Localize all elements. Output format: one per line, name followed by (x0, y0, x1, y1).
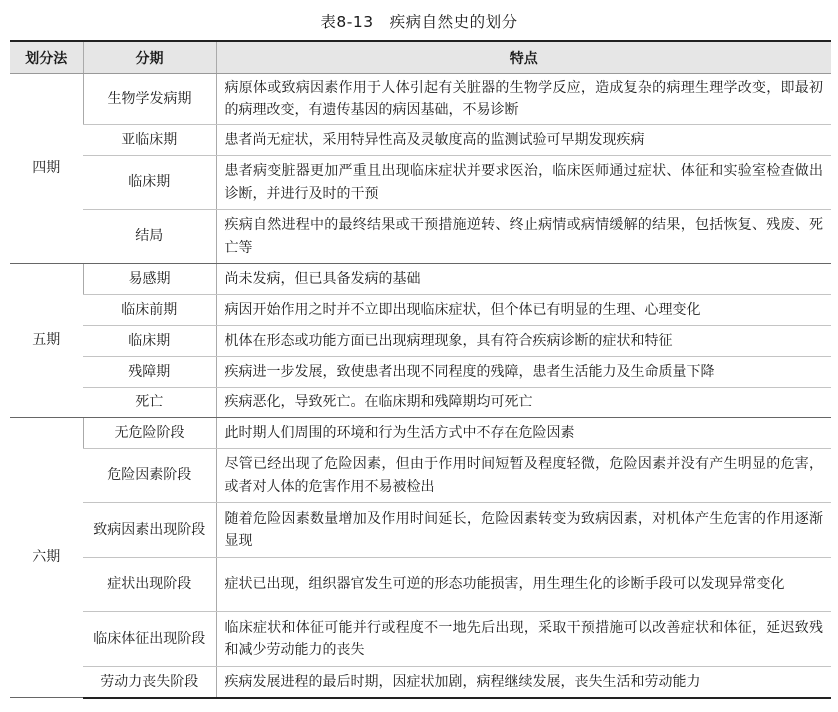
stage-cell: 症状出现阶段 (83, 558, 216, 612)
feature-cell: 症状已出现，组织器官发生可逆的形态功能损害，用生理生化的诊断手段可以发现异常变化 (216, 558, 831, 612)
table-row (10, 264, 831, 295)
table-row (10, 558, 831, 612)
stage-cell: 死亡 (83, 388, 216, 418)
table-caption: 表8-13 疾病自然史的划分 (320, 13, 518, 31)
table-row (10, 503, 831, 558)
stage-cell: 无危险阶段 (83, 418, 216, 449)
stage-cell: 易感期 (83, 264, 216, 295)
header-feature: 特点 (216, 41, 831, 74)
table-row (10, 74, 831, 125)
feature-cell: 机体在形态或功能方面已出现病理现象，具有符合疾病诊断的症状和特征 (216, 326, 831, 357)
stage-cell: 致病因素出现阶段 (83, 503, 216, 558)
header-stage: 分期 (83, 41, 216, 74)
table-row (10, 418, 831, 449)
table-row (10, 125, 831, 156)
table-row (10, 357, 831, 388)
feature-cell: 疾病自然进程中的最终结果或干预措施逆转、终止病情或病情缓解的结果，包括恢复、残废、死亡等 (216, 210, 831, 264)
group-label: 四期 (10, 74, 83, 264)
feature-cell: 临床症状和体征可能并行或程度不一地先后出现，采取干预措施可以改善症状和体征，延迟致残和减少劳动能力的丧失 (216, 612, 831, 667)
table-row (10, 667, 831, 698)
stage-cell: 临床期 (83, 156, 216, 210)
table-row (10, 388, 831, 418)
table-row (10, 156, 831, 210)
feature-cell: 随着危险因素数量增加及作用时间延长，危险因素转变为致病因素，对机体产生危害的作用逐渐显现 (216, 503, 831, 558)
stage-cell: 生物学发病期 (83, 74, 216, 125)
group-label: 六期 (10, 418, 83, 698)
stage-cell: 结局 (83, 210, 216, 264)
table-row (10, 449, 831, 503)
stage-cell: 劳动力丧失阶段 (83, 667, 216, 698)
group-label: 五期 (10, 264, 83, 418)
feature-cell: 病因开始作用之时并不立即出现临床症状，但个体已有明显的生理、心理变化 (216, 295, 831, 326)
feature-cell: 此时期人们周围的环境和行为生活方式中不存在危险因素 (216, 418, 831, 449)
feature-cell: 患者病变脏器更加严重且出现临床症状并要求医治，临床医师通过症状、体征和实验室检查做出诊断，并进行及时的干预 (216, 156, 831, 210)
stage-cell: 临床期 (83, 326, 216, 357)
stage-cell: 临床前期 (83, 295, 216, 326)
feature-cell: 尚未发病，但已具备发病的基础 (216, 264, 831, 295)
stage-cell: 亚临床期 (83, 125, 216, 156)
feature-cell: 患者尚无症状，采用特异性高及灵敏度高的监测试验可早期发现疾病 (216, 125, 831, 156)
table-row (10, 295, 831, 326)
stage-cell: 残障期 (83, 357, 216, 388)
table-row (10, 612, 831, 667)
header-row (10, 41, 831, 74)
stage-cell: 危险因素阶段 (83, 449, 216, 503)
disease-natural-history-table (10, 40, 831, 699)
table-row (10, 326, 831, 357)
feature-cell: 疾病进一步发展，致使患者出现不同程度的残障，患者生活能力及生命质量下降 (216, 357, 831, 388)
feature-cell: 疾病发展进程的最后时期，因症状加剧，病程继续发展，丧失生活和劳动能力 (216, 667, 831, 698)
stage-cell: 临床体征出现阶段 (83, 612, 216, 667)
feature-cell: 尽管已经出现了危险因素，但由于作用时间短暂及程度轻微，危险因素并没有产生明显的危害，或者对人体的危害作用不易被检出 (216, 449, 831, 503)
header-method: 划分法 (10, 41, 83, 74)
feature-cell: 疾病恶化，导致死亡。在临床期和残障期均可死亡 (216, 388, 831, 418)
feature-cell: 病原体或致病因素作用于人体引起有关脏器的生物学反应，造成复杂的病理生理学改变，即最初的病理改变，有遗传基因的病因基础，不易诊断 (216, 74, 831, 125)
table-row (10, 210, 831, 264)
